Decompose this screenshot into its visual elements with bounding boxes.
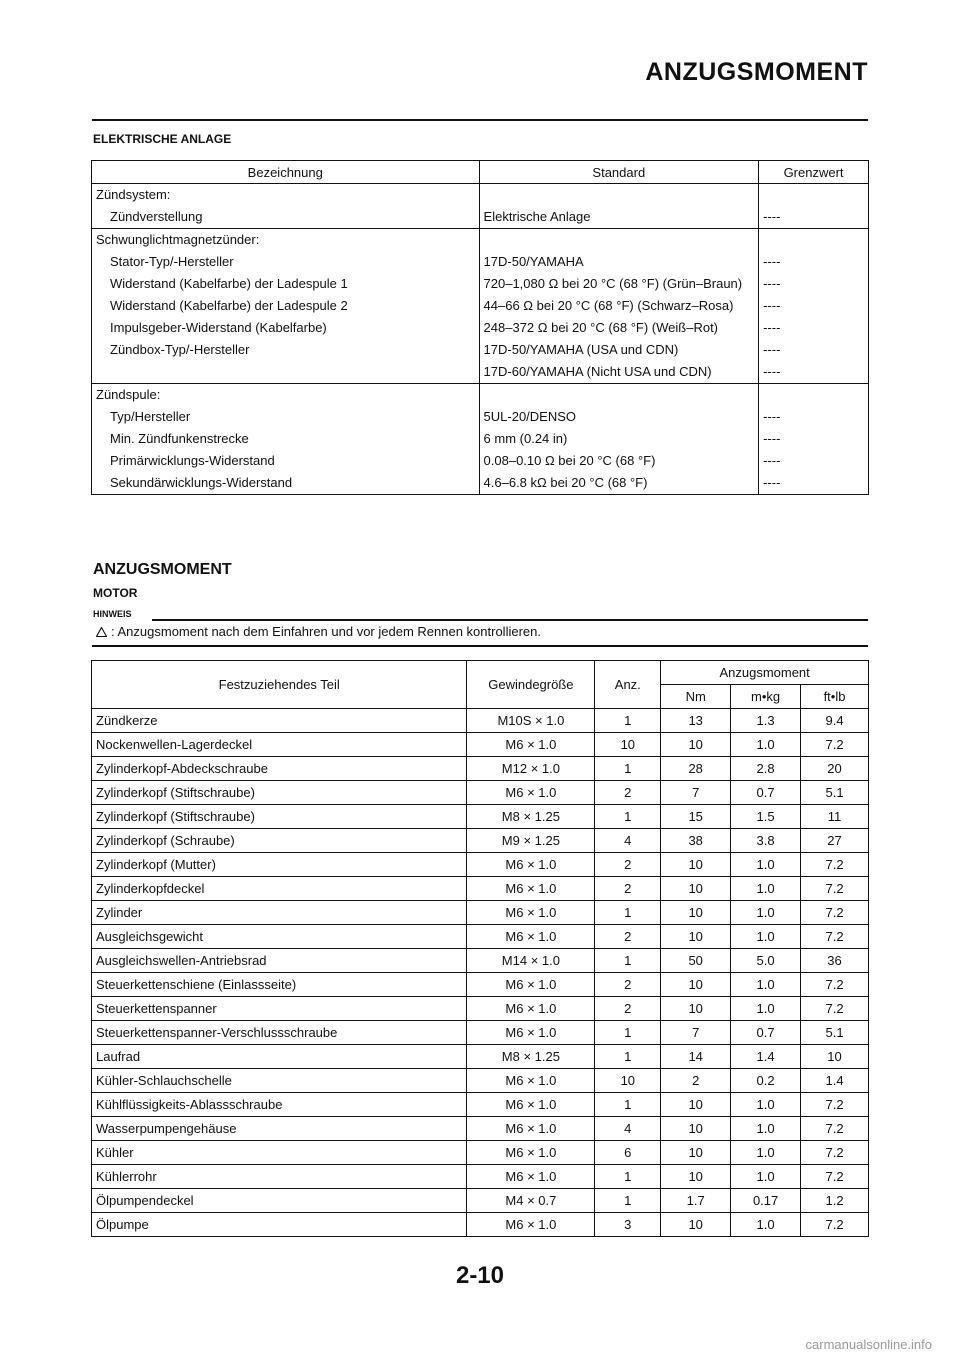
row-limit: ---- <box>763 409 781 424</box>
engine-subheading: MOTOR <box>93 586 138 600</box>
cell-nm: 1.7 <box>661 1189 731 1213</box>
cell-mkg: 1.0 <box>731 877 801 901</box>
torque-row <box>92 757 869 781</box>
row-label: Stator-Typ/-Hersteller <box>92 251 480 273</box>
cell-qty: 1 <box>595 949 661 973</box>
row-label: Impulsgeber-Widerstand (Kabelfarbe) <box>92 317 480 339</box>
torque-row <box>92 949 869 973</box>
cell-qty: 1 <box>595 757 661 781</box>
cell-qty: 2 <box>595 997 661 1021</box>
row-label: Widerstand (Kabelfarbe) der Ladespule 2 <box>92 295 480 317</box>
row-limit: ---- <box>759 206 869 229</box>
torque-table <box>91 660 869 1237</box>
torque-row <box>92 1021 869 1045</box>
electrical-row <box>92 251 869 273</box>
cell-nm: 10 <box>661 1117 731 1141</box>
cell-part: Ölpumpendeckel <box>92 1189 467 1213</box>
cell-qty: 1 <box>595 1189 661 1213</box>
torque-rows <box>92 709 869 1237</box>
cell-mkg: 5.0 <box>731 949 801 973</box>
cell-part: Steuerkettenschiene (Einlassseite) <box>92 973 467 997</box>
cell-mkg: 1.0 <box>731 1213 801 1237</box>
electrical-rows <box>92 184 869 495</box>
electrical-table <box>91 160 869 495</box>
cell-nm: 13 <box>661 709 731 733</box>
electrical-row <box>92 339 869 361</box>
row-standard: 17D-50/YAMAHA (USA und CDN) <box>479 339 759 361</box>
cell-thread: M4 × 0.7 <box>467 1189 595 1213</box>
cell-mkg: 0.7 <box>731 781 801 805</box>
cell-ftlb: 7.2 <box>801 1213 869 1237</box>
cell-part: Zylinderkopf (Schraube) <box>92 829 467 853</box>
row-label: Zündbox-Typ/-Hersteller <box>92 339 480 361</box>
note-label: HINWEIS <box>93 609 132 619</box>
cell-mkg: 3.8 <box>731 829 801 853</box>
row-limit: ---- <box>759 472 869 495</box>
col-qty: Anz. <box>595 661 661 709</box>
row-label: Schwunglichtmagnetzünder: <box>92 229 480 252</box>
title-divider <box>92 119 868 121</box>
watermark: carmanualsonline.info <box>805 1337 932 1352</box>
cell-part: Zylinderkopf (Stiftschraube) <box>92 781 467 805</box>
cell-ftlb: 36 <box>801 949 869 973</box>
cell-qty: 1 <box>595 1021 661 1045</box>
row-label: Typ/Hersteller <box>92 406 480 428</box>
electrical-row <box>92 472 869 495</box>
torque-row <box>92 709 869 733</box>
cell-nm: 38 <box>661 829 731 853</box>
cell-mkg: 1.0 <box>731 733 801 757</box>
row-standard: 17D-60/YAMAHA (Nicht USA und CDN) <box>479 361 759 384</box>
cell-nm: 28 <box>661 757 731 781</box>
row-label: Zündspule: <box>92 384 480 407</box>
torque-row <box>92 877 869 901</box>
row-limit: ---- <box>763 276 781 291</box>
cell-nm: 10 <box>661 925 731 949</box>
page-title: ANZUGSMOMENT <box>645 58 868 86</box>
cell-thread: M6 × 1.0 <box>467 877 595 901</box>
cell-mkg: 0.7 <box>731 1021 801 1045</box>
cell-mkg: 1.0 <box>731 1141 801 1165</box>
cell-qty: 2 <box>595 781 661 805</box>
row-label: Widerstand (Kabelfarbe) der Ladespule 1 <box>92 273 480 295</box>
cell-ftlb: 7.2 <box>801 733 869 757</box>
cell-thread: M10S × 1.0 <box>467 709 595 733</box>
cell-nm: 2 <box>661 1069 731 1093</box>
note-bottom-divider <box>92 645 868 647</box>
cell-ftlb: 7.2 <box>801 1141 869 1165</box>
cell-mkg: 1.0 <box>731 1165 801 1189</box>
cell-nm: 10 <box>661 1165 731 1189</box>
cell-nm: 7 <box>661 1021 731 1045</box>
cell-qty: 2 <box>595 853 661 877</box>
cell-nm: 7 <box>661 781 731 805</box>
torque-row <box>92 1141 869 1165</box>
electrical-row <box>92 384 869 407</box>
cell-mkg: 1.0 <box>731 1093 801 1117</box>
cell-thread: M6 × 1.0 <box>467 1069 595 1093</box>
cell-qty: 4 <box>595 829 661 853</box>
row-label: Zündsystem: <box>92 184 480 207</box>
cell-thread: M12 × 1.0 <box>467 757 595 781</box>
cell-qty: 1 <box>595 805 661 829</box>
row-standard: 248–372 Ω bei 20 °C (68 °F) (Weiß–Rot) <box>479 317 759 339</box>
row-label <box>92 361 480 384</box>
cell-qty: 1 <box>595 1093 661 1117</box>
cell-nm: 10 <box>661 997 731 1021</box>
cell-nm: 10 <box>661 901 731 925</box>
cell-ftlb: 9.4 <box>801 709 869 733</box>
row-standard: 720–1,080 Ω bei 20 °C (68 °F) (Grün–Braun) <box>479 273 759 295</box>
cell-part: Kühler-Schlauchschelle <box>92 1069 467 1093</box>
torque-row <box>92 1165 869 1189</box>
torque-row <box>92 1117 869 1141</box>
cell-part: Kühlflüssigkeits-Ablassschraube <box>92 1093 467 1117</box>
cell-part: Ausgleichsgewicht <box>92 925 467 949</box>
row-label: Min. Zündfunkenstrecke <box>92 428 480 450</box>
cell-ftlb: 7.2 <box>801 901 869 925</box>
cell-ftlb: 20 <box>801 757 869 781</box>
electrical-row <box>92 361 869 384</box>
cell-ftlb: 11 <box>801 805 869 829</box>
cell-part: Zylinder <box>92 901 467 925</box>
electrical-row <box>92 295 869 317</box>
torque-row <box>92 925 869 949</box>
cell-mkg: 1.0 <box>731 901 801 925</box>
row-standard <box>479 229 759 252</box>
row-standard: Elektrische Anlage <box>479 206 759 229</box>
col-nm: Nm <box>661 685 731 709</box>
cell-mkg: 1.0 <box>731 925 801 949</box>
cell-thread: M6 × 1.0 <box>467 733 595 757</box>
row-label: Zündverstellung <box>92 206 480 229</box>
cell-ftlb: 1.2 <box>801 1189 869 1213</box>
cell-nm: 10 <box>661 1141 731 1165</box>
electrical-row <box>92 273 869 295</box>
row-standard: 4.6–6.8 kΩ bei 20 °C (68 °F) <box>479 472 759 495</box>
cell-thread: M9 × 1.25 <box>467 829 595 853</box>
row-limit: ---- <box>763 298 781 313</box>
cell-part: Steuerkettenspanner <box>92 997 467 1021</box>
row-limit: ---- <box>763 431 781 446</box>
cell-part: Zylinderkopf-Abdeckschraube <box>92 757 467 781</box>
cell-mkg: 1.4 <box>731 1045 801 1069</box>
cell-part: Zylinderkopf (Mutter) <box>92 853 467 877</box>
cell-thread: M6 × 1.0 <box>467 1117 595 1141</box>
row-standard: 44–66 Ω bei 20 °C (68 °F) (Schwarz–Rosa) <box>479 295 759 317</box>
col-standard: Standard <box>479 161 759 184</box>
cell-nm: 10 <box>661 973 731 997</box>
cell-ftlb: 7.2 <box>801 997 869 1021</box>
cell-mkg: 2.8 <box>731 757 801 781</box>
cell-nm: 10 <box>661 877 731 901</box>
cell-mkg: 1.5 <box>731 805 801 829</box>
cell-part: Ausgleichswellen-Antriebsrad <box>92 949 467 973</box>
col-designation: Bezeichnung <box>92 161 480 184</box>
cell-mkg: 1.0 <box>731 973 801 997</box>
cell-mkg: 1.0 <box>731 853 801 877</box>
cell-thread: M8 × 1.25 <box>467 805 595 829</box>
torque-row <box>92 733 869 757</box>
cell-part: Steuerkettenspanner-Verschlussschraube <box>92 1021 467 1045</box>
cell-qty: 4 <box>595 1117 661 1141</box>
cell-qty: 1 <box>595 901 661 925</box>
row-limit: ---- <box>763 453 781 468</box>
cell-part: Zylinderkopf (Stiftschraube) <box>92 805 467 829</box>
cell-ftlb: 7.2 <box>801 1117 869 1141</box>
note-divider <box>152 619 868 621</box>
cell-ftlb: 27 <box>801 829 869 853</box>
cell-mkg: 0.2 <box>731 1069 801 1093</box>
cell-thread: M6 × 1.0 <box>467 1213 595 1237</box>
cell-thread: M6 × 1.0 <box>467 853 595 877</box>
page-number: 2-10 <box>455 1262 505 1289</box>
row-limit <box>759 384 869 407</box>
col-limit: Grenzwert <box>759 161 869 184</box>
row-standard <box>479 384 759 407</box>
cell-thread: M6 × 1.0 <box>467 997 595 1021</box>
torque-row <box>92 997 869 1021</box>
cell-qty: 2 <box>595 973 661 997</box>
cell-part: Ölpumpe <box>92 1213 467 1237</box>
cell-qty: 10 <box>595 733 661 757</box>
cell-mkg: 0.17 <box>731 1189 801 1213</box>
torque-row <box>92 1045 869 1069</box>
cell-nm: 50 <box>661 949 731 973</box>
row-standard <box>479 184 759 207</box>
cell-nm: 15 <box>661 805 731 829</box>
col-part: Festzuziehendes Teil <box>92 661 467 709</box>
electrical-row <box>92 428 869 450</box>
electrical-row <box>92 406 869 428</box>
cell-nm: 10 <box>661 1093 731 1117</box>
row-limit <box>759 184 869 207</box>
note-text: : Anzugsmoment nach dem Einfahren und vor jedem Rennen kontrollieren. <box>111 624 541 639</box>
cell-thread: M6 × 1.0 <box>467 1093 595 1117</box>
torque-heading: ANZUGSMOMENT <box>93 561 232 578</box>
cell-ftlb: 7.2 <box>801 973 869 997</box>
cell-thread: M14 × 1.0 <box>467 949 595 973</box>
electrical-row <box>92 317 869 339</box>
cell-mkg: 1.0 <box>731 1117 801 1141</box>
cell-thread: M6 × 1.0 <box>467 1021 595 1045</box>
cell-ftlb: 5.1 <box>801 1021 869 1045</box>
electrical-row <box>92 450 869 472</box>
cell-part: Nockenwellen-Lagerdeckel <box>92 733 467 757</box>
cell-nm: 10 <box>661 1213 731 1237</box>
cell-ftlb: 1.4 <box>801 1069 869 1093</box>
row-standard: 17D-50/YAMAHA <box>479 251 759 273</box>
torque-row <box>92 973 869 997</box>
cell-part: Wasserpumpengehäuse <box>92 1117 467 1141</box>
electrical-row <box>92 206 869 229</box>
cell-thread: M6 × 1.0 <box>467 973 595 997</box>
cell-mkg: 1.0 <box>731 997 801 1021</box>
cell-qty: 10 <box>595 1069 661 1093</box>
cell-ftlb: 10 <box>801 1045 869 1069</box>
cell-thread: M6 × 1.0 <box>467 781 595 805</box>
cell-ftlb: 5.1 <box>801 781 869 805</box>
row-limit: ---- <box>763 254 781 269</box>
torque-row <box>92 1213 869 1237</box>
electrical-heading: ELEKTRISCHE ANLAGE <box>93 132 232 146</box>
row-limit: ---- <box>759 361 869 384</box>
cell-nm: 14 <box>661 1045 731 1069</box>
col-mkg: m•kg <box>731 685 801 709</box>
cell-qty: 6 <box>595 1141 661 1165</box>
cell-part: Zündkerze <box>92 709 467 733</box>
col-torque: Anzugsmoment <box>661 661 869 685</box>
cell-mkg: 1.3 <box>731 709 801 733</box>
col-thread: Gewindegröße <box>467 661 595 709</box>
row-limit: ---- <box>763 342 781 357</box>
cell-thread: M6 × 1.0 <box>467 1141 595 1165</box>
row-limit <box>759 229 869 252</box>
torque-row <box>92 781 869 805</box>
cell-part: Kühlerrohr <box>92 1165 467 1189</box>
cell-thread: M8 × 1.25 <box>467 1045 595 1069</box>
row-label: Sekundärwicklungs-Widerstand <box>92 472 480 495</box>
torque-row <box>92 1093 869 1117</box>
cell-ftlb: 7.2 <box>801 925 869 949</box>
cell-nm: 10 <box>661 853 731 877</box>
row-standard: 0.08–0.10 Ω bei 20 °C (68 °F) <box>479 450 759 472</box>
cell-thread: M6 × 1.0 <box>467 1165 595 1189</box>
note <box>96 624 541 639</box>
cell-thread: M6 × 1.0 <box>467 925 595 949</box>
cell-part: Zylinderkopfdeckel <box>92 877 467 901</box>
electrical-row <box>92 229 869 252</box>
cell-qty: 1 <box>595 709 661 733</box>
cell-ftlb: 7.2 <box>801 853 869 877</box>
cell-qty: 1 <box>595 1165 661 1189</box>
cell-qty: 2 <box>595 925 661 949</box>
torque-row <box>92 901 869 925</box>
cell-nm: 10 <box>661 733 731 757</box>
cell-ftlb: 7.2 <box>801 1165 869 1189</box>
torque-row <box>92 853 869 877</box>
cell-part: Laufrad <box>92 1045 467 1069</box>
col-ftlb: ft•lb <box>801 685 869 709</box>
torque-row <box>92 829 869 853</box>
cell-thread: M6 × 1.0 <box>467 901 595 925</box>
cell-part: Kühler <box>92 1141 467 1165</box>
cell-qty: 1 <box>595 1045 661 1069</box>
electrical-row <box>92 184 869 207</box>
row-label: Primärwicklungs-Widerstand <box>92 450 480 472</box>
torque-row <box>92 805 869 829</box>
cell-ftlb: 7.2 <box>801 877 869 901</box>
row-standard: 5UL-20/DENSO <box>479 406 759 428</box>
cell-qty: 3 <box>595 1213 661 1237</box>
row-limit: ---- <box>763 320 781 335</box>
cell-ftlb: 7.2 <box>801 1093 869 1117</box>
torque-row <box>92 1189 869 1213</box>
triangle-icon <box>96 627 107 637</box>
torque-row <box>92 1069 869 1093</box>
row-standard: 6 mm (0.24 in) <box>479 428 759 450</box>
cell-qty: 2 <box>595 877 661 901</box>
